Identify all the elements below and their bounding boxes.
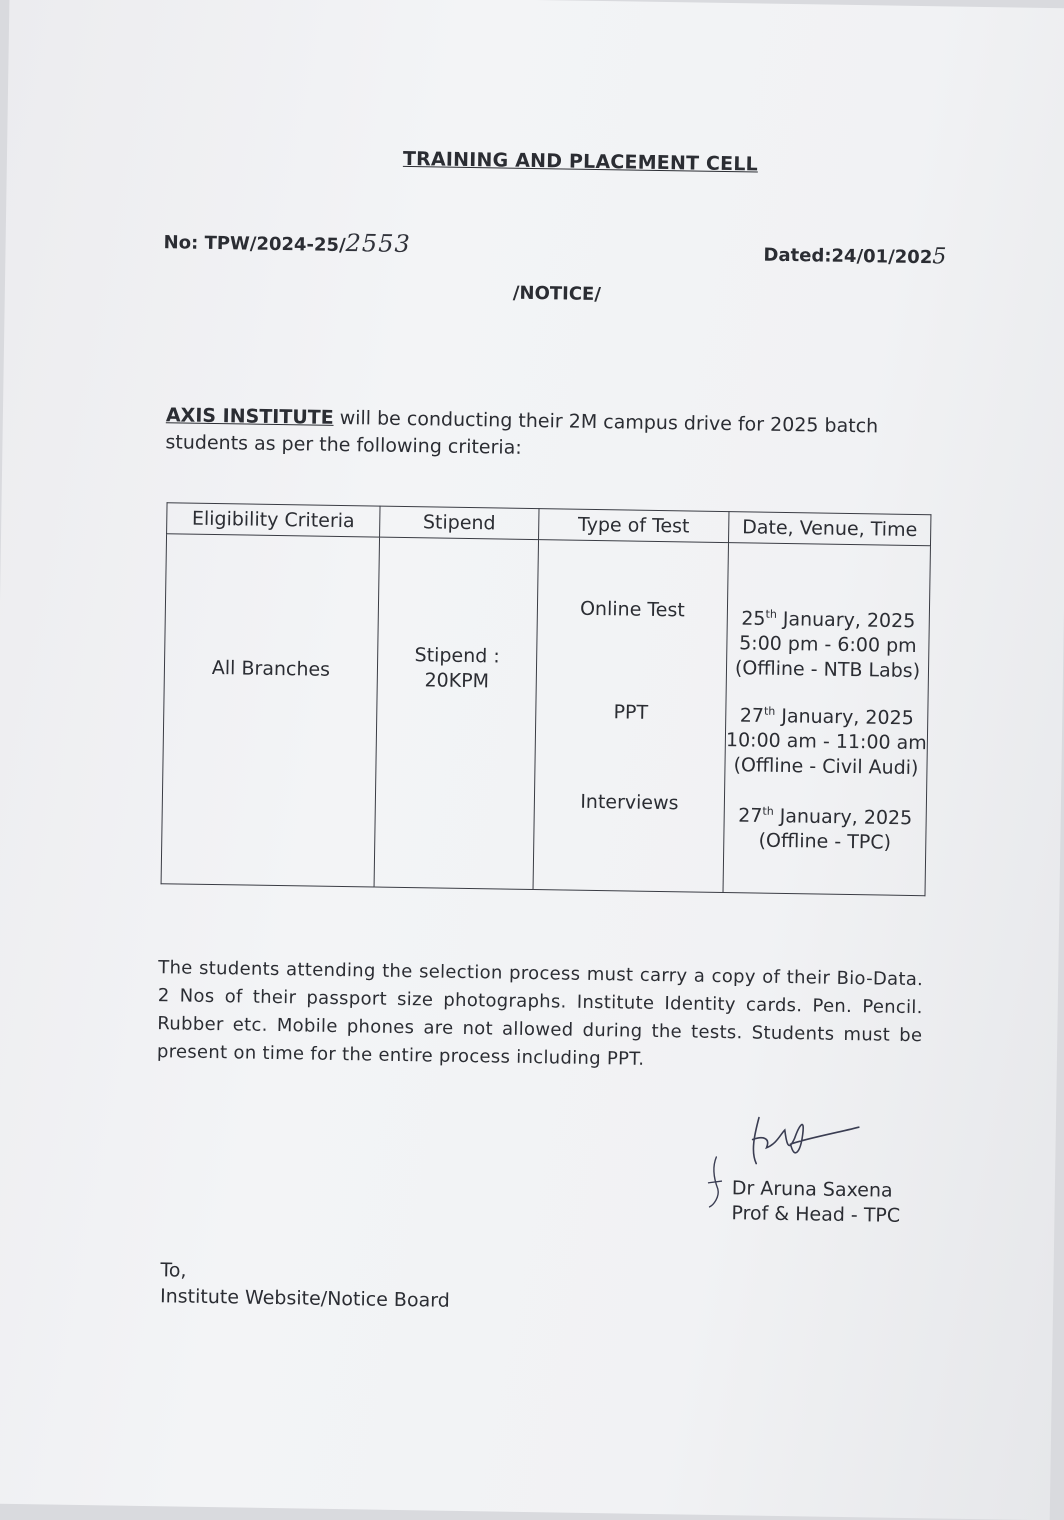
test-online: Online Test: [579, 597, 685, 622]
date-handwritten-digit: 5: [932, 244, 947, 270]
intro-text: will be conducting their 2M campus drive for 2025 batch students as per the following criteria:: [165, 406, 879, 459]
header-stipend: Stipend: [380, 506, 539, 539]
company-name: AXIS INSTITUTE: [165, 404, 334, 429]
signatory-designation: Prof & Head - TPC: [731, 1202, 901, 1227]
criteria-table: [161, 502, 932, 896]
schedule-venue: (Offline - Civil Audi): [733, 754, 919, 780]
header-date-venue-time: Date, Venue, Time: [729, 512, 931, 546]
intro-paragraph: [165, 402, 936, 468]
signatory-name: Dr Aruna Saxena: [731, 1177, 893, 1202]
schedule-time: 10:00 am - 11:00 am: [725, 729, 927, 755]
notice-date: [763, 242, 946, 270]
notice-label: /NOTICE/: [512, 282, 602, 306]
reference-handwritten-number: 2553: [345, 229, 411, 259]
schedule-ppt: [725, 698, 927, 781]
schedule-venue: (Offline - NTB Labs): [734, 657, 921, 683]
schedule-venue: (Offline - TPC): [758, 829, 892, 854]
reference-number: [163, 226, 410, 258]
schedule-time: 5:00 pm - 6:00 pm: [738, 632, 917, 658]
eligibility-cell: [161, 534, 379, 887]
instructions-paragraph: The students attending the selection process must carry a copy of their Bio-Data. 2 Nos of their passport size photographs. Institute Identity cards. Pen. Pencil. Rubber etc. Mobile phones are not allowed during the tests. Students must be present on time for the entire process including PPT.: [156, 957, 924, 1070]
schedule-cell: [723, 543, 930, 896]
test-interviews: Interviews: [580, 790, 679, 815]
date-label: Dated:24/01/202: [763, 244, 933, 269]
header-test-type: Type of Test: [539, 509, 729, 543]
page-title: TRAINING AND PLACEMENT CELL: [402, 147, 759, 176]
recipient-to: To,: [160, 1259, 187, 1282]
signatory-block: [731, 1176, 900, 1229]
stipend-amount: 20KPM: [424, 669, 490, 693]
stipend-value: [378, 643, 537, 695]
recipient-line: Institute Website/Notice Board: [159, 1285, 450, 1312]
stipend-label: Stipend :: [414, 644, 500, 668]
recipient-block: [160, 1257, 450, 1314]
stipend-cell: [374, 537, 538, 889]
schedule-date: 27th January, 2025: [738, 804, 913, 830]
schedule-date: 27th January, 2025: [739, 704, 914, 730]
reference-label: No: TPW/2024-25/: [163, 232, 346, 257]
schedule-online-test: [727, 601, 929, 684]
test-type-cell: [533, 540, 728, 893]
header-eligibility: Eligibility Criteria: [167, 503, 380, 537]
schedule-date: 25th January, 2025: [741, 607, 916, 633]
eligibility-value: All Branches: [211, 656, 331, 681]
table-row: [161, 534, 930, 896]
schedule-interviews: [724, 798, 926, 856]
test-ppt: PPT: [613, 701, 649, 724]
